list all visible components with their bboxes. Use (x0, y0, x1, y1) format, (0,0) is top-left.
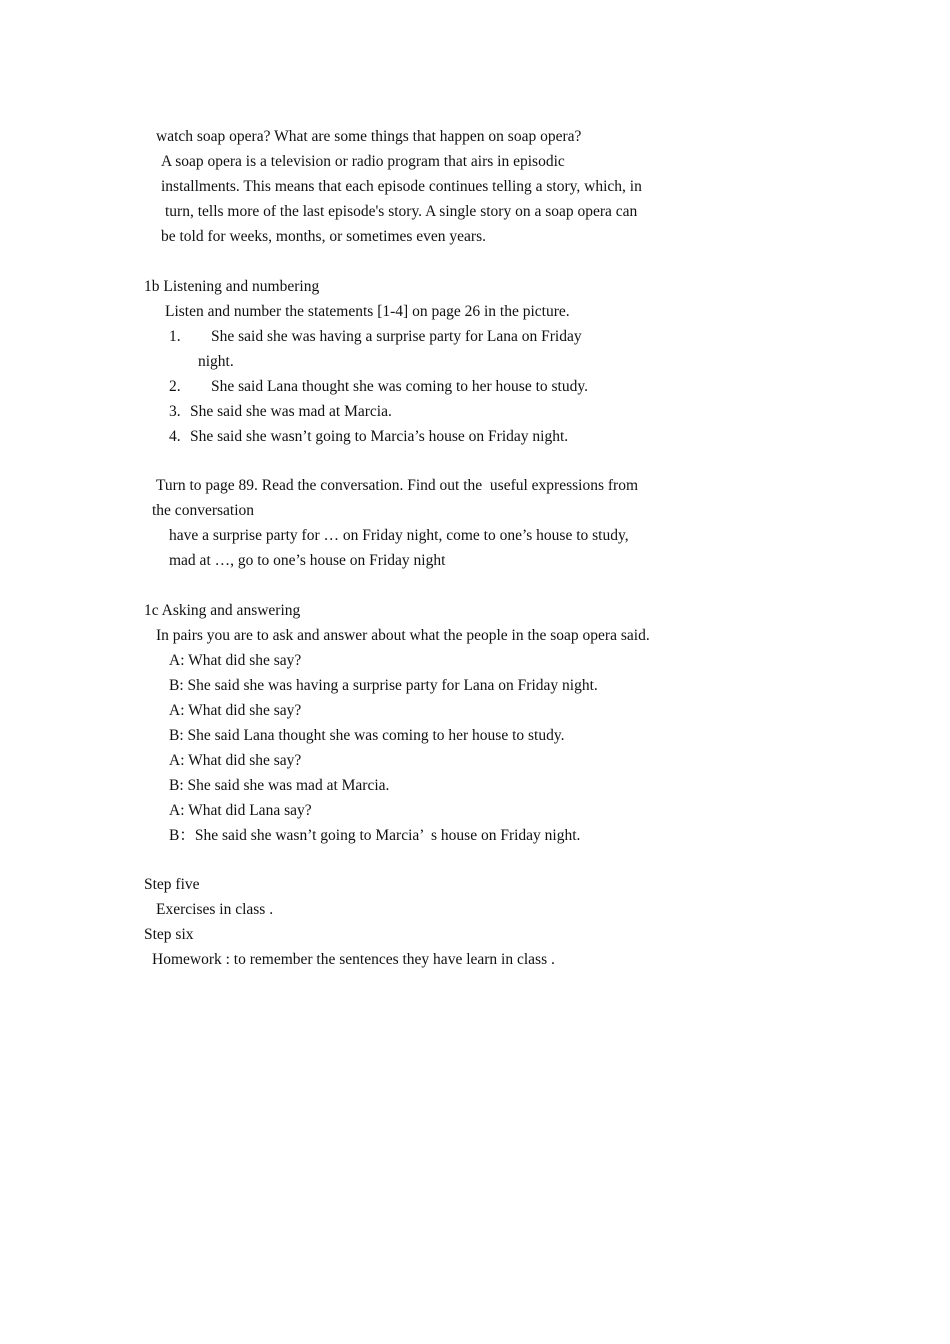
intro-answer-line: A soap opera is a television or radio program that airs in episodic (161, 153, 565, 170)
list-item-number: 1. (169, 328, 181, 345)
section-1c-heading: 1c Asking and answering (144, 602, 301, 619)
list-item-text: She said she was mad at Marcia. (190, 403, 392, 420)
step-six-text: Homework : to remember the sentences they have learn in class . (152, 951, 555, 968)
intro-answer-line: turn, tells more of the last episode's story. A single story on a soap opera can (165, 203, 638, 220)
intro-answer-line: be told for weeks, months, or sometimes even years. (161, 228, 486, 245)
useful-expressions: have a surprise party for … on Friday night, come to one’s house to study, (169, 527, 629, 544)
turn-to-page-text: Turn to page 89. Read the conversation. Find out the useful expressions from (156, 477, 639, 494)
turn-to-page-text: the conversation (152, 502, 255, 519)
section-1b-heading: 1b Listening and numbering (144, 278, 320, 295)
dialogue-line: B: She said she was mad at Marcia. (169, 777, 390, 794)
step-five-text: Exercises in class . (156, 901, 274, 918)
intro-question: watch soap opera? What are some things that happen on soap opera? (156, 128, 582, 145)
dialogue-line: B: She said Lana thought she was coming to her house to study. (169, 727, 565, 744)
step-five-heading: Step five (144, 876, 200, 893)
section-1b-instruction: Listen and number the statements [1-4] on page 26 in the picture. (165, 303, 570, 320)
intro-answer-line: installments. This means that each episode continues telling a story, which, in (161, 178, 642, 195)
list-item-text: She said Lana thought she was coming to her house to study. (211, 378, 588, 395)
dialogue-line: B: She said she was having a surprise party for Lana on Friday night. (169, 677, 598, 694)
dialogue-line: B：She said she wasn’t going to Marcia’ s house on Friday night. (169, 827, 581, 844)
step-six-heading: Step six (144, 926, 194, 943)
useful-expressions: mad at …, go to one’s house on Friday night (169, 552, 446, 569)
list-item-text: She said she wasn’t going to Marcia’s house on Friday night. (190, 428, 569, 445)
dialogue-line: A: What did she say? (169, 652, 302, 669)
dialogue-line: A: What did Lana say? (169, 802, 312, 819)
dialogue-line: A: What did she say? (169, 752, 302, 769)
section-1c-instruction: In pairs you are to ask and answer about what the people in the soap opera said. (156, 627, 650, 644)
list-item-continuation: night. (198, 353, 234, 370)
list-item-text: She said she was having a surprise party for Lana on Friday (211, 328, 582, 345)
list-item-number: 4. (169, 428, 181, 445)
dialogue-line: A: What did she say? (169, 702, 302, 719)
list-item-number: 3. (169, 403, 181, 420)
list-item-number: 2. (169, 378, 181, 395)
